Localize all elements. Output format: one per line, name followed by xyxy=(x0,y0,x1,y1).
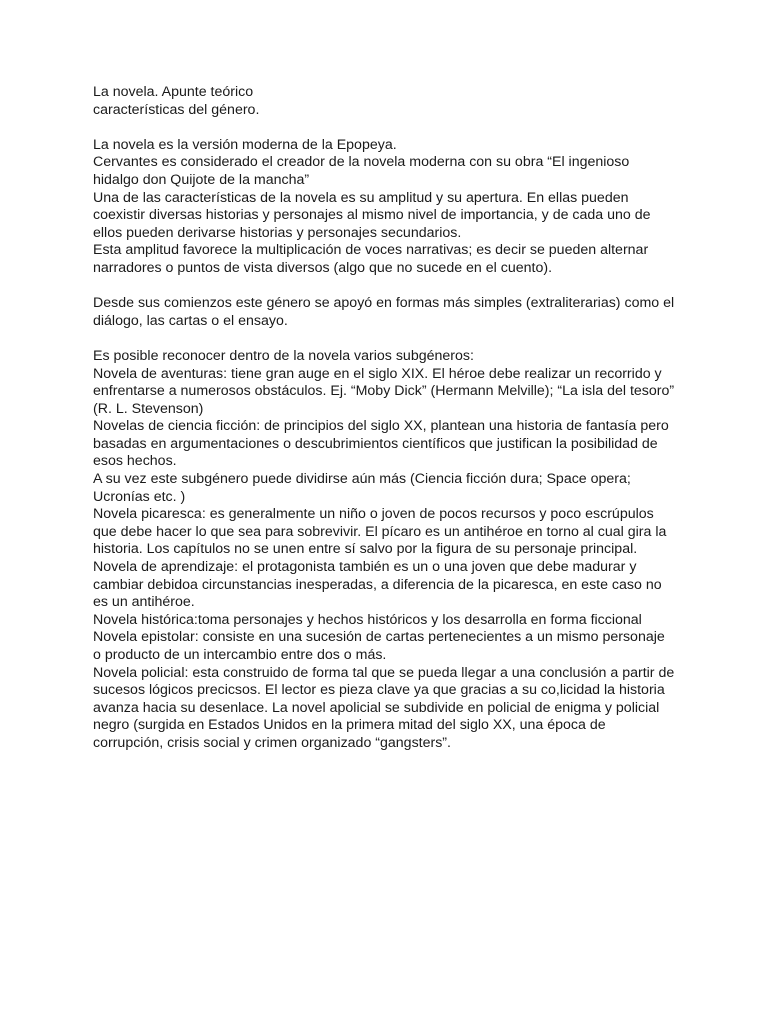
text-line: Novela picaresca: es generalmente un niño o joven de pocos recursos y poco escrúpulos xyxy=(93,506,654,523)
text-line: avanza hacia su desenlace. La novel apolicial se subdivide en policial de enigma y policial xyxy=(93,699,660,716)
text-line: o producto de un intercambio entre dos o más. xyxy=(93,647,387,663)
text-line: Novelas de ciencia ficción: de principios del siglo XX, plantean una historia de fantasía pero xyxy=(93,418,669,435)
text-line: enfrentarse a numerosos obstáculos. Ej. “Moby Dick” (Hermann Melville); “La isla del tesoro” xyxy=(93,383,675,400)
text-line: es un antihéroe. xyxy=(93,594,195,611)
text-line: Esta amplitud favorece la multiplicación de voces narrativas; es decir se pueden alternar xyxy=(93,242,649,259)
text-line: corrupción, crisis social y crimen organizado “gangsters”. xyxy=(93,734,451,751)
text-line: Cervantes es considerado el creador de la novela moderna con su obra “El ingenioso xyxy=(93,154,630,171)
text-line: que debe hacer lo que sea para sobrevivir. El pícaro es un antihéroe en torno al cual gira la xyxy=(93,523,667,540)
text-line: diálogo, las cartas o el ensayo. xyxy=(93,312,288,329)
text-line: Ucronías etc. ) xyxy=(93,488,186,505)
text-line: narradores o puntos de vista diversos (algo que no sucede en el cuento). xyxy=(93,259,553,276)
text-line: sucesos lógicos precicsos. El lector es pieza clave ya que gracias a su co,licidad la historia xyxy=(93,682,665,699)
title-block xyxy=(93,84,693,119)
text-line: Novela histórica:toma personajes y hechos históricos y los desarrolla en forma ficcional xyxy=(93,611,642,628)
text-line: La novela es la versión moderna de la Epopeya. xyxy=(93,136,397,153)
text-line: hidalgo don Quijote de la mancha” xyxy=(93,171,310,188)
text-line: Novela policial: esta construido de forma tal que se pueda llegar a una conclusión a partir de xyxy=(93,664,675,681)
paragraph-subgenres xyxy=(93,348,693,753)
text-line: ellos pueden derivarse historias y personajes secundarios. xyxy=(93,224,462,241)
text-line: Novela epistolar: consiste en una sucesión de cartas pertenecientes a un mismo personaje xyxy=(93,629,665,646)
text-line: Desde sus comienzos este género se apoyó en formas más simples (extraliterarias) como el xyxy=(93,295,675,312)
text-line: (R. L. Stevenson) xyxy=(93,400,204,417)
text-line: negro (surgida en Estados Unidos en la primera mitad del siglo XX, una época de xyxy=(93,717,606,734)
text-line: A su vez este subgénero puede dividirse aún más (Ciencia ficción dura; Space opera; xyxy=(93,471,631,488)
text-line: cambiar debidoa circunstancias inesperadas, a diferencia de la picaresca, en este caso no xyxy=(93,576,662,593)
text-line: coexistir diversas historias y personajes al mismo nivel de importancia, y de cada uno de xyxy=(93,207,651,224)
paragraph-intro xyxy=(93,137,693,278)
document-title: La novela. Apunte teórico xyxy=(93,84,254,100)
text-line: basadas en argumentaciones o descubrimientos científicos que justifican la posibilidad de xyxy=(93,435,658,452)
document-subtitle: características del género. xyxy=(93,101,260,118)
document-page xyxy=(93,84,693,753)
text-line: Novela de aventuras: tiene gran auge en el siglo XIX. El héroe debe realizar un recorrido y xyxy=(93,365,662,382)
text-line: Es posible reconocer dentro de la novela varios subgéneros: xyxy=(93,347,474,364)
text-line: historia. Los capítulos no se unen entre sí salvo por la figura de su personaje principal. xyxy=(93,541,638,558)
text-line: esos hechos. xyxy=(93,453,177,470)
text-line: Novela de aprendizaje: el protagonista también es un o una joven que debe madurar y xyxy=(93,559,637,576)
text-line: Una de las características de la novela es su amplitud y su apertura. En ellas pueden xyxy=(93,189,629,206)
paragraph-origins xyxy=(93,295,693,330)
